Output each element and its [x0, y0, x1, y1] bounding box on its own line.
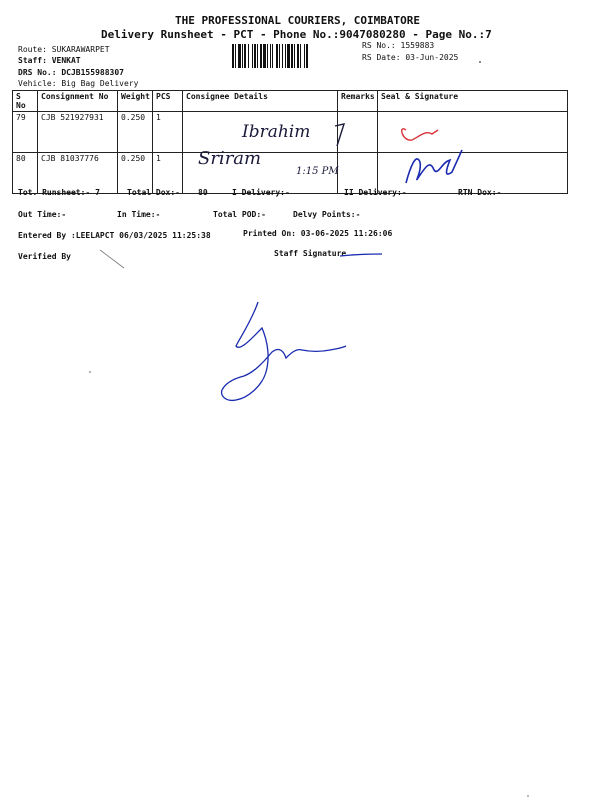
barcode-bar: [263, 44, 266, 68]
col-header-sno: S No: [13, 91, 38, 112]
tot-runsheet: Tot. Runsheet:- 7: [18, 188, 100, 197]
cell-consignment: CJB 81037776: [38, 153, 118, 194]
staff-label: Staff: VENKAT: [18, 56, 81, 65]
cell-remarks: [338, 112, 378, 153]
barcode-bar: [291, 44, 293, 68]
cell-consignment: CJB 521927931: [38, 112, 118, 153]
table-row: [13, 112, 568, 153]
printed-on: Printed On: 03-06-2025 11:26:06: [243, 229, 393, 238]
barcode-bar: [257, 44, 258, 68]
barcode: [232, 44, 354, 68]
handwritten-name-row2: Sriram: [198, 148, 262, 169]
barcode-bar: [235, 44, 236, 68]
staff-signature-stroke: [340, 254, 382, 256]
barcode-bar: [282, 44, 283, 68]
speck: [527, 795, 529, 797]
total-dox-value: 80: [198, 188, 208, 197]
barcode-bar: [300, 44, 301, 68]
barcode-bar: [297, 44, 299, 68]
i-delivery: I Delivery:-: [232, 188, 290, 197]
barcode-bar: [270, 44, 271, 68]
col-header-weight: Weight: [118, 91, 153, 112]
cell-pcs: 1: [153, 153, 183, 194]
speck: [479, 61, 481, 63]
barcode-bar: [306, 44, 308, 68]
barcode-bar: [248, 44, 249, 68]
rtn-dox: RTN Dox:-: [458, 188, 502, 197]
runsheet-table: [12, 90, 568, 194]
col-header-consignment: Consignment No: [38, 91, 118, 112]
rs-date: RS Date: 03-Jun-2025: [362, 53, 459, 62]
handwritten-name-row1: Ibrahim: [242, 122, 311, 142]
barcode-bar: [279, 44, 280, 68]
col-header-seal: Seal & Signature: [378, 91, 568, 112]
verified-by: Verified By: [18, 252, 71, 261]
vehicle-label: Vehicle: Big Bag Delivery: [18, 79, 139, 88]
barcode-bar: [294, 44, 295, 68]
col-header-remarks: Remarks: [338, 91, 378, 112]
col-header-consignee: Consignee Details: [183, 91, 338, 112]
barcode-bar: [267, 44, 268, 68]
barcode-bar: [276, 44, 278, 68]
col-header-pcs: PCS: [153, 91, 183, 112]
barcode-bar: [232, 44, 234, 68]
out-time: Out Time:-: [18, 210, 67, 219]
barcode-bar: [238, 44, 241, 68]
verified-by-stroke: [100, 250, 124, 268]
entered-by: Entered By :LEELAPCT 06/03/2025 11:25:38: [18, 231, 211, 240]
delvy-points: Delvy Points:-: [293, 210, 361, 219]
handwritten-time-row2: 1:15 PM: [296, 166, 339, 177]
barcode-bar: [242, 44, 243, 68]
cell-weight: 0.250: [118, 112, 153, 153]
barcode-bar: [272, 44, 273, 68]
table-header-row: [13, 91, 568, 112]
staff-signature-label: Staff Signature: [274, 249, 347, 258]
cell-weight: 0.250: [118, 153, 153, 194]
ii-delivery: II Delivery:-: [344, 188, 407, 197]
barcode-bar: [285, 44, 286, 68]
main-signature: [222, 302, 346, 400]
barcode-bar: [287, 44, 290, 68]
route-label: Route: SUKARAWARPET: [18, 45, 110, 54]
cell-sno: 79: [13, 112, 38, 153]
cell-sno: 80: [13, 153, 38, 194]
cell-pcs: 1: [153, 112, 183, 153]
in-time: In Time:-: [117, 210, 161, 219]
barcode-bar: [254, 44, 256, 68]
barcode-bar: [252, 44, 253, 68]
total-pod: Total POD:-: [213, 210, 266, 219]
speck: [89, 371, 90, 372]
cell-seal: [378, 112, 568, 153]
total-dox-label: Total Dox:-: [127, 188, 180, 197]
barcode-bar: [244, 44, 246, 68]
doc-subtitle: Delivery Runsheet - PCT - Phone No.:9047080280 - Page No.:7: [101, 28, 492, 41]
cell-consignee: [183, 112, 338, 153]
rs-number: RS No.: 1559883: [362, 41, 435, 50]
barcode-bar: [260, 44, 262, 68]
barcode-bar: [304, 44, 305, 68]
drs-number: DRS No.: DCJB155988307: [18, 68, 124, 77]
doc-title: THE PROFESSIONAL COURIERS, COIMBATORE: [175, 14, 421, 27]
